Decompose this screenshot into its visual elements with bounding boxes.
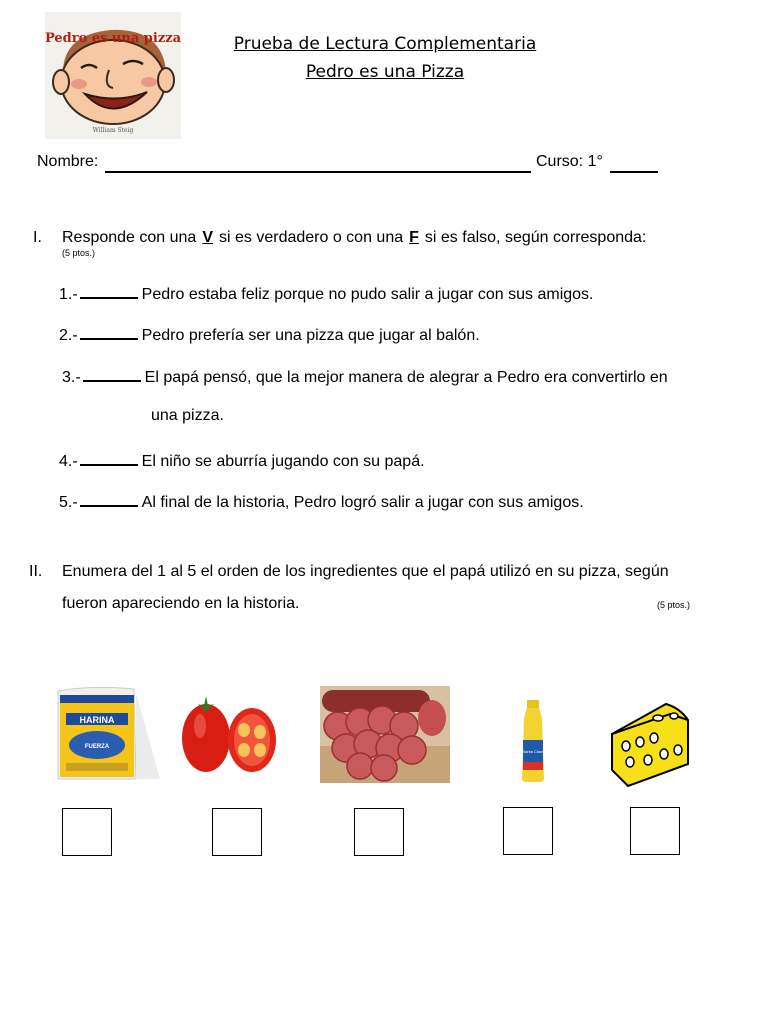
oil-bottle-image — [512, 700, 554, 782]
question-item-2 — [59, 324, 480, 345]
item-number: 1.- — [59, 286, 78, 303]
section-2-instruction-line-2: fueron apareciendo en la historia. — [62, 595, 300, 612]
answer-blank-2[interactable] — [80, 324, 138, 340]
question-item-5 — [59, 491, 584, 512]
item-text: Pedro estaba feliz porque no pudo salir a jugar con sus amigos. — [141, 286, 594, 303]
question-item-4 — [59, 450, 425, 471]
section-2-points: (5 ptos.) — [657, 600, 691, 610]
curso-field[interactable] — [610, 171, 658, 173]
flour-sublabel: FUERZA — [84, 744, 110, 750]
nombre-label: Nombre: — [37, 153, 99, 170]
salami-image — [320, 686, 450, 783]
cover-author: William Steig — [92, 127, 134, 134]
section-2-number: II. — [29, 563, 43, 580]
mark-f: F — [409, 229, 419, 246]
nombre-field[interactable] — [105, 171, 531, 173]
answer-blank-1[interactable] — [80, 283, 138, 299]
section-1-instruction — [62, 229, 646, 247]
page-subtitle: Pedro es una Pizza — [305, 62, 465, 82]
answer-box-cheese[interactable] — [630, 807, 680, 855]
oil-label: Santa Clara — [522, 749, 544, 754]
item-text: El niño se aburría jugando con su papá. — [141, 453, 425, 470]
section-1-number: I. — [33, 229, 42, 246]
answer-box-tomato[interactable] — [212, 808, 262, 856]
instruction-part-c: si es falso, según corresponda: — [424, 229, 647, 246]
answer-blank-4[interactable] — [80, 450, 138, 466]
tomato-image — [178, 686, 280, 778]
cheese-image — [608, 700, 694, 792]
question-item-1 — [59, 283, 594, 304]
answer-box-salami[interactable] — [354, 808, 404, 856]
item-text: Pedro prefería ser una pizza que jugar al balón. — [141, 327, 480, 344]
cover-title: Pedro es una pizza — [45, 31, 181, 46]
item-number: 4.- — [59, 453, 78, 470]
curso-label: Curso: 1° — [536, 153, 603, 170]
book-cover-image — [45, 12, 181, 139]
answer-blank-5[interactable] — [80, 491, 138, 507]
answer-box-flour[interactable] — [62, 808, 112, 856]
question-item-3 — [62, 366, 668, 387]
item-number: 2.- — [59, 327, 78, 344]
item-number: 5.- — [59, 494, 78, 511]
flour-bag-image — [52, 683, 162, 783]
answer-blank-3[interactable] — [83, 366, 141, 382]
answer-box-oil[interactable] — [503, 807, 553, 855]
item-text: Al final de la historia, Pedro logró salir a jugar con sus amigos. — [141, 494, 584, 511]
section-2-instruction-line-1: Enumera del 1 al 5 el orden de los ingredientes que el papá utilizó en su pizza, según — [62, 563, 669, 580]
section-1-points: (5 ptos.) — [62, 248, 96, 258]
instruction-part-b: si es verdadero o con una — [219, 229, 404, 246]
page-title: Prueba de Lectura Complementaria — [233, 34, 537, 54]
item-number: 3.- — [62, 369, 81, 386]
question-item-3-continuation: una pizza. — [151, 407, 224, 424]
instruction-part-a: Responde con una — [62, 229, 197, 246]
mark-v: V — [202, 229, 213, 246]
flour-label: HARINA — [79, 715, 115, 725]
item-text: El papá pensó, que la mejor manera de alegrar a Pedro era convertirlo en — [144, 369, 668, 386]
